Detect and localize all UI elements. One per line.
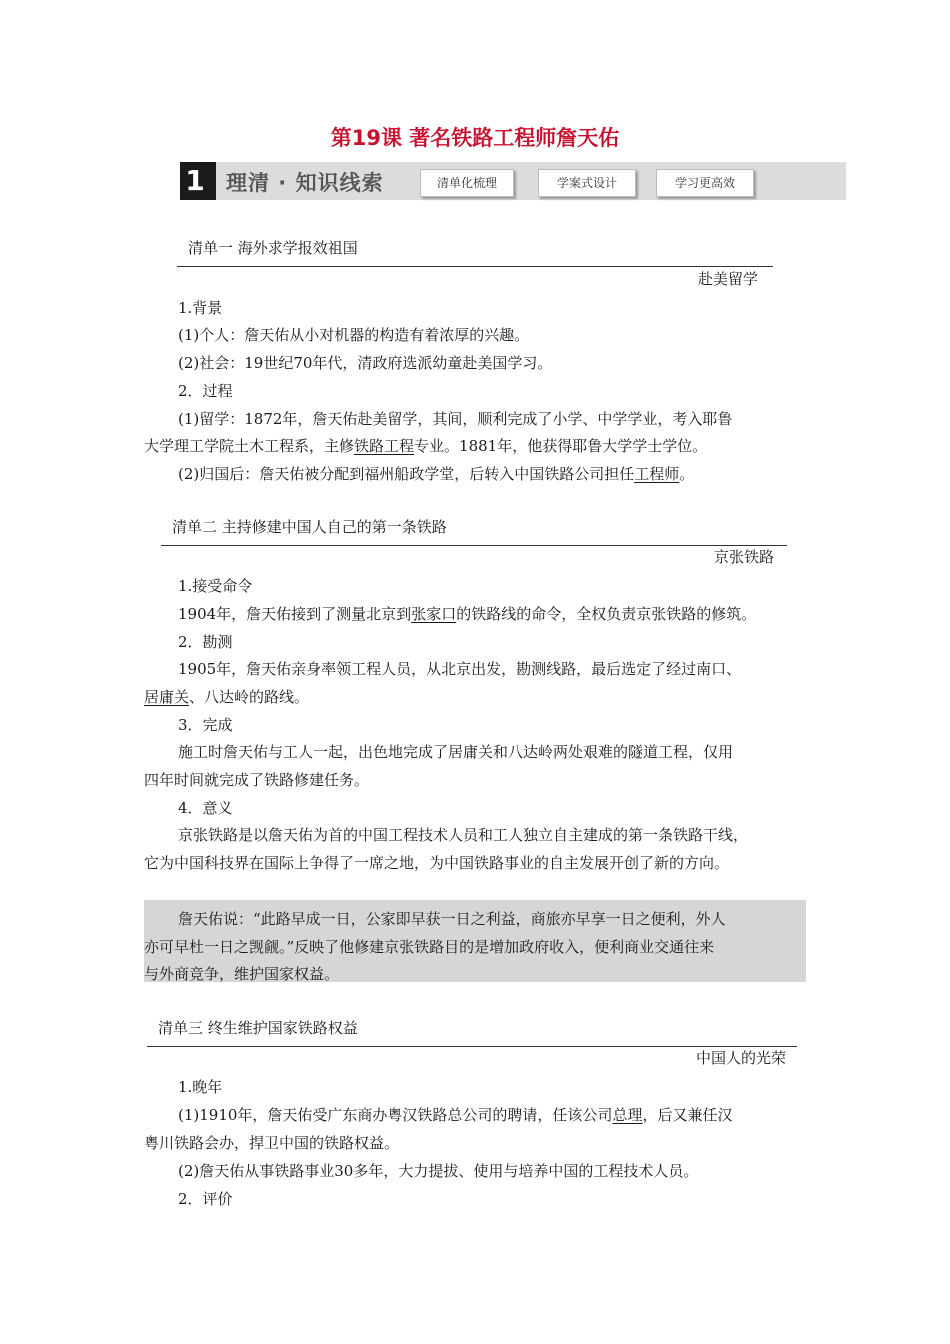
paragraph: (2)社会：19世纪70年代，清政府选派幼童赴美国学习。 — [178, 354, 553, 372]
section-3-heading: 清单三 终生维护国家铁路权益 — [158, 1019, 358, 1037]
section-1-topic: 赴美留学 — [698, 270, 759, 288]
underlined-term: 总理 — [612, 1106, 643, 1124]
paragraph: 四年时间就完成了铁路修建任务。 — [144, 771, 370, 789]
section-2-topic: 京张铁路 — [714, 548, 775, 566]
subheading: 2．勘测 — [178, 633, 233, 651]
underlined-term: 张家口 — [411, 605, 457, 623]
note-line: 亦可早杜一日之觊觎。”反映了他修建京张铁路目的是增加政府收入，便利商业交通往来 — [144, 938, 715, 956]
paragraph: 它为中国科技界在国际上争得了一席之地，为中国铁路事业的自主发展开创了新的方向。 — [144, 854, 730, 872]
paragraph: (1)个人：詹天佑从小对机器的构造有着浓厚的兴趣。 — [178, 326, 530, 344]
section-1-heading: 清单一 海外求学报效祖国 — [188, 239, 358, 257]
paragraph: (2)归国后：詹天佑被分配到福州船政学堂，后转入中国铁路公司担任工程师。 — [178, 465, 695, 483]
underlined-term: 工程师 — [634, 465, 680, 483]
paragraph: (1)留学：1872年，詹天佑赴美留学，其间，顺利完成了小学、中学学业，考入耶鲁 — [178, 410, 733, 428]
section-2-heading: 清单二 主持修建中国人自己的第一条铁路 — [172, 518, 447, 536]
subheading: 2．评价 — [178, 1190, 233, 1208]
tag-efficiency: 学习更高效 — [656, 169, 754, 197]
tag-checklist: 清单化梳理 — [420, 169, 514, 197]
note-line: 詹天佑说：“此路早成一日，公家即早获一日之利益，商旅亦早享一日之便利，外人 — [178, 910, 726, 928]
subheading: 2．过程 — [178, 382, 233, 400]
banner-heading: 理清 · 知识线索 — [226, 171, 384, 195]
subheading: 1.晚年 — [178, 1078, 223, 1096]
subheading: 3．完成 — [178, 716, 233, 734]
tag-design: 学案式设计 — [538, 169, 636, 197]
paragraph: 1905年，詹天佑亲身率领工程人员，从北京出发，勘测线路，最后选定了经过南口、 — [178, 660, 742, 678]
page-title: 第19课 著名铁路工程师詹天佑 — [330, 126, 620, 150]
paragraph: (2)詹天佑从事铁路事业30多年，大力提拔、使用与培养中国的工程技术人员。 — [178, 1162, 699, 1180]
subheading: 4．意义 — [178, 799, 233, 817]
banner-number: 1 — [180, 162, 210, 200]
paragraph: (1)1910年，詹天佑受广东商办粤汉铁路总公司的聘请，任该公司总理，后又兼任汉 — [178, 1106, 733, 1124]
paragraph: 京张铁路是以詹天佑为首的中国工程技术人员和工人独立自主建成的第一条铁路干线， — [178, 826, 749, 844]
paragraph: 居庸关、八达岭的路线。 — [144, 688, 310, 706]
paragraph: 大学理工学院土木工程系，主修铁路工程专业。1881年，他获得耶鲁大学学士学位。 — [144, 437, 708, 455]
underlined-term: 铁路工程 — [354, 437, 415, 455]
underlined-term: 居庸关 — [144, 688, 190, 706]
section-3-topic: 中国人的光荣 — [696, 1049, 787, 1067]
paragraph: 施工时詹天佑与工人一起，出色地完成了居庸关和八达岭两处艰难的隧道工程，仅用 — [178, 743, 734, 761]
paragraph: 1904年，詹天佑接到了测量北京到张家口的铁路线的命令，全权负责京张铁路的修筑。 — [178, 605, 757, 623]
paragraph: 粤川铁路会办，捍卫中国的铁路权益。 — [144, 1134, 400, 1152]
subheading: 1.背景 — [178, 299, 223, 317]
section-banner — [180, 162, 846, 200]
subheading: 1.接受命令 — [178, 577, 253, 595]
divider — [161, 545, 787, 546]
divider — [177, 266, 773, 267]
note-line: 与外商竞争，维护国家权益。 — [144, 965, 340, 983]
